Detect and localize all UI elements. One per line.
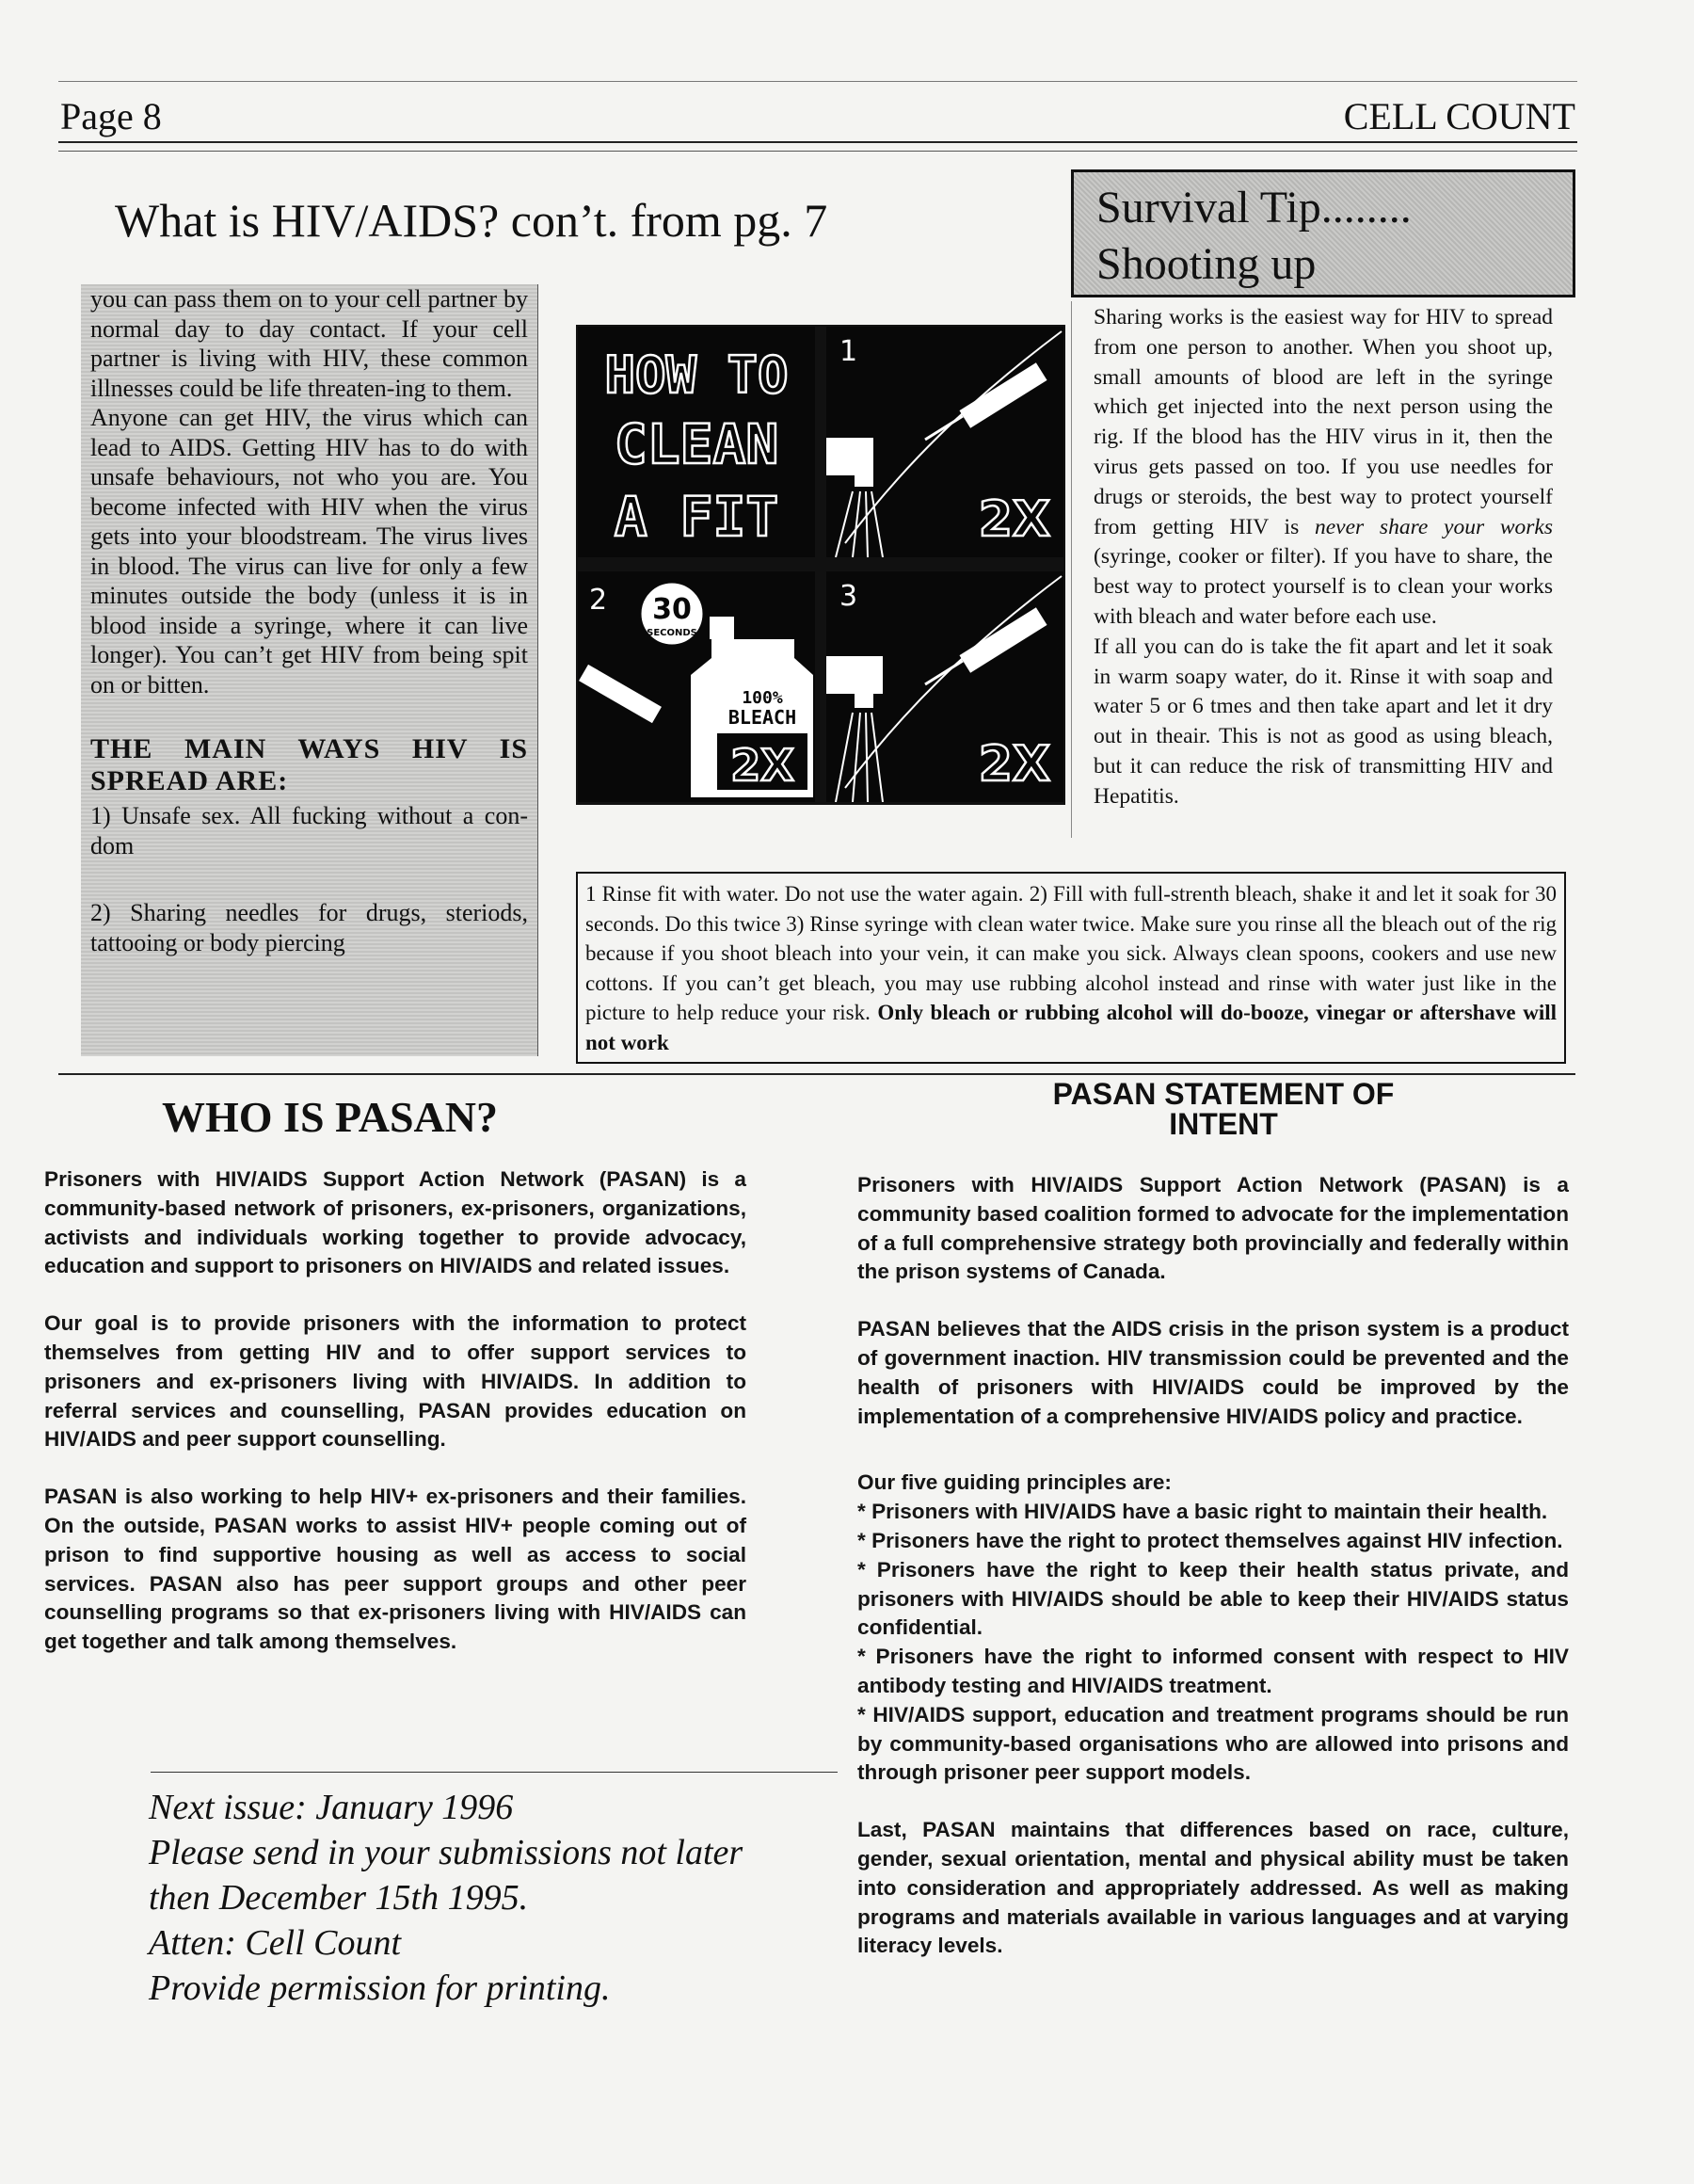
section-rule	[58, 1073, 1575, 1075]
faucet-icon	[826, 656, 883, 694]
survival-tip-subtitle: Shooting up	[1096, 239, 1317, 289]
who-paragraph: Prisoners with HIV/AIDS Support Action Network (PASAN) is a community-based network of prisoners, ex-prisoners, organizations, activists and individuals working together to provide advocacy, education and support to prisoners on HIV/AIDS and related issues.	[44, 1167, 746, 1278]
intent-paragraph: PASAN believes that the AIDS crisis in the prison system is a product of government inaction. HIV transmission could be prevented and the health of prisoners with HIV/AIDS could be improved by the implementation of a comprehensive HIV/AIDS policy and practice.	[857, 1317, 1569, 1428]
next-issue-rule	[151, 1772, 838, 1773]
principle-item: * HIV/AIDS support, education and treatment programs should be run by community-based organisations who are allowed into prisons and through prisoner peer support models.	[857, 1702, 1569, 1785]
step-number: 1	[839, 335, 858, 368]
article-paragraph: Anyone can get HIV, the virus which can lead to AIDS. Getting HIV has to do with unsafe behaviours, not who you are. You become infected with HIV when the virus gets into your bloodstream. The virus lives in blood. The virus can live for only a few minutes outside the body (unless it is in blood inside a syringe, where it can live longer). You can’t get HIV from being spit on or bitten.	[90, 404, 528, 699]
comic-title-line: A FIT	[614, 485, 779, 549]
who-is-pasan-title: WHO IS PASAN?	[162, 1093, 498, 1141]
timer-unit: SECONDS	[647, 628, 697, 638]
survival-tip-title: Survival Tip........	[1096, 183, 1412, 233]
survival-tip-heading	[1071, 169, 1575, 297]
intent-paragraph: Prisoners with HIV/AIDS Support Action Network (PASAN) is a community based coalition formed to advocate for the implementation of a full comprehensive strategy both provincially and federally within the prison systems of Canada.	[857, 1173, 1569, 1284]
page-number: Page 8	[60, 95, 162, 137]
who-paragraph: Our goal is to provide prisoners with the information to protect themselves from getting HIV and to offer support services to prisoners and ex-prisoners living with HIV/AIDS. In addition to referral services and counselling, PASAN provides education on HIV/AIDS and peer support counselling.	[44, 1311, 746, 1452]
hiv-article-column	[81, 284, 538, 1056]
step-number: 2	[589, 584, 608, 617]
publication-title: CELL COUNT	[1343, 95, 1575, 137]
rinse-again-illustration	[826, 571, 1063, 802]
next-issue-line: Provide permission for printing.	[149, 1968, 611, 2008]
clean-a-fit-comic	[576, 325, 1065, 805]
intent-title: PASAN STATEMENT OF INTENT	[1052, 1077, 1395, 1141]
header-rule	[58, 141, 1577, 143]
comic-step1-panel	[826, 327, 1063, 557]
next-issue-line: Please send in your submissions not later	[149, 1833, 743, 1872]
cleaning-steps-box	[576, 872, 1566, 1064]
main-ways-heading: THE MAIN WAYS HIV IS SPREAD ARE:	[90, 733, 528, 796]
step-number: 3	[839, 580, 858, 613]
comic-title-art	[578, 327, 815, 557]
way-item: 1) Unsafe sex. All fucking without a con-dom	[90, 802, 528, 859]
principle-item: * Prisoners have the right to informed consent with respect to HIV antibody testing and HIV/AIDS treatment.	[857, 1645, 1569, 1697]
article-title: What is HIV/AIDS? con’t. from pg. 7	[115, 194, 828, 247]
intent-closing: Last, PASAN maintains that differences based on race, culture, gender, sexual orientation, mental and physical ability must be taken into consideration and appropriately addressed. As well as making programs and materials available in various languages and at varying literacy levels.	[857, 1818, 1569, 1958]
comic-title-line: CLEAN	[614, 412, 779, 476]
repeat-label: 2X	[978, 491, 1050, 548]
next-issue-notice	[149, 1785, 743, 2011]
intent-column	[857, 1171, 1569, 1961]
bottle-percent: 100%	[742, 688, 783, 708]
timer-number: 30	[652, 593, 692, 626]
comic-title-panel	[578, 327, 815, 557]
article-paragraph: you can pass them on to your cell partner by normal day to day contact. If your cell partner is living with HIV, these common illnesses could be life threaten-ing to them.	[90, 285, 528, 402]
survival-tip-body	[1094, 303, 1553, 812]
principle-item: * Prisoners have the right to protect themselves against HIV infection.	[857, 1528, 1563, 1552]
repeat-label: 2X	[978, 736, 1050, 793]
column-divider	[1071, 301, 1072, 838]
survival-tip-paragraph: Sharing works is the easiest way for HIV to spread from one person to another. When you shoot up, small amounts of blood are left in the syringe which get injected into the next person using the rig. If the blood has the HIV virus in it, then the virus gets passed on too. If you use needles for drugs or steroids, the best way to protect yourself from getting HIV is never share your works (syringe, cooker or filter). If you have to share, the best way to protect yourself is to clean your works with bleach and water before each use.	[1094, 305, 1553, 629]
who-is-pasan-column	[44, 1165, 746, 1657]
comic-title-line: HOW TO	[604, 345, 789, 405]
top-rule	[58, 81, 1577, 82]
comic-step2-panel	[578, 571, 815, 802]
steps-text: 1 Rinse fit with water. Do not use the water again. 2) Fill with full-strenth bleach, shake it and let it soak for 30 seconds. Do this twice 3) Rinse syringe with clean water twice. Make sure you rinse all the bleach out of the rig because if you shoot bleach into your vein, it can make you sick. Always clean spoons, cookers and use new cottons. If you can’t get bleach, you may use rubbing alcohol instead and rinse with water just like in the picture to help reduce your risk.	[585, 882, 1557, 1025]
survival-tip-paragraph: If all you can do is take the fit apart and let it soak in warm soapy water, do it. Rinse it with soap and water 5 or 6 tmes and then take apart and let it dry out in theair. This is not as good as using bleach, but it can reduce the risk of transmitting HIV and Hepatitis.	[1094, 634, 1553, 809]
principles-heading: Our five guiding principles are:	[857, 1470, 1172, 1495]
next-issue-line: then December 15th 1995.	[149, 1878, 529, 1918]
repeat-label: 2X	[730, 740, 794, 791]
principle-item: * Prisoners have the right to keep their health status private, and prisoners with HIV/AIDS should be able to keep their HIV/AIDS status confidential.	[857, 1557, 1569, 1640]
principle-item: * Prisoners with HIV/AIDS have a basic right to maintain their health.	[857, 1500, 1548, 1524]
steps-warning: Only bleach or rubbing alcohol will do-booze, vinegar or aftershave will not work	[585, 1001, 1557, 1054]
bottle-label: BLEACH	[727, 706, 797, 729]
header-rule-thin	[58, 151, 1577, 152]
emphasis-text: never share your works	[1314, 514, 1553, 539]
bleach-illustration	[578, 571, 815, 802]
next-issue-line: Atten: Cell Count	[149, 1923, 402, 1963]
next-issue-line: Next issue: January 1996	[149, 1788, 514, 1827]
comic-step3-panel	[826, 571, 1063, 802]
rinse-water-illustration	[826, 327, 1063, 557]
way-item: 2) Sharing needles for drugs, steriods, tattooing or body piercing	[90, 899, 528, 956]
who-paragraph: PASAN is also working to help HIV+ ex-prisoners and their families. On the outside, PASAN works to assist HIV+ people coming out of prison to find supportive housing as well as access to social services. PASAN also has peer support groups and other peer counselling programs so that ex-prisoners living with HIV/AIDS can get together and talk among themselves.	[44, 1485, 746, 1654]
